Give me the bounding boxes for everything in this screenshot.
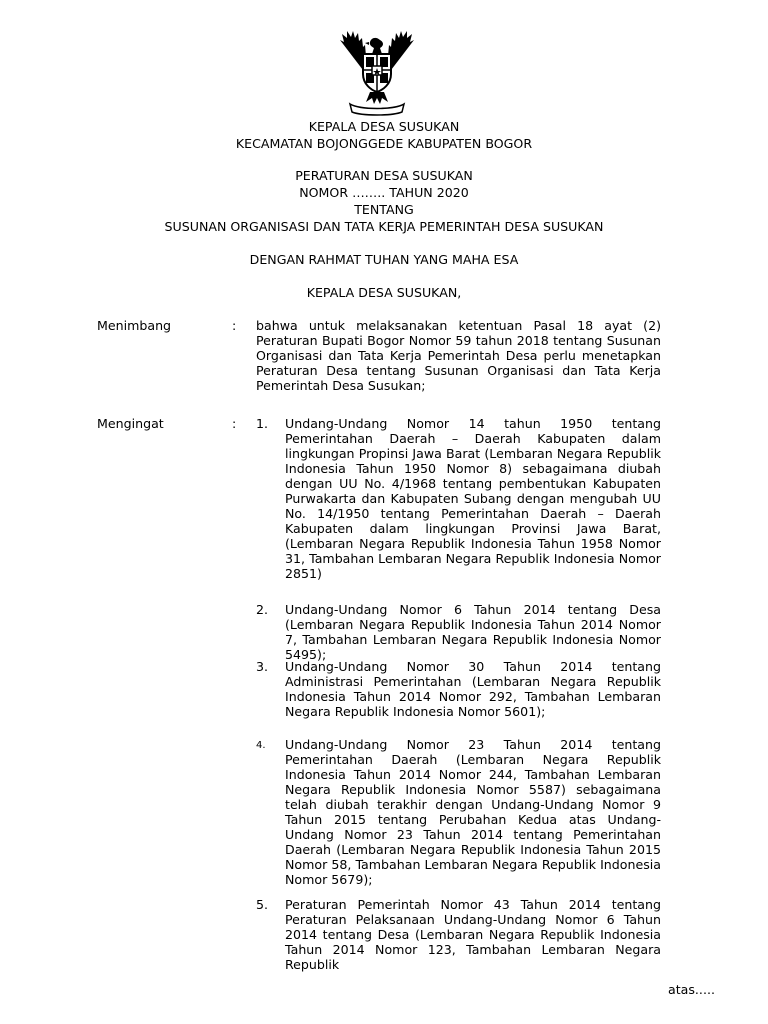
list-item: Undang-Undang Nomor 23 Tahun 2014 tentang Pemerintahan Daerah (Lembaran Negara Republik Indonesia Tahun 2014 Nomor 244, Tambahan Lembaran Negara Republik Indonesia Nomor 5587) sebagaimana telah diubah terakhir dengan Undang-Undang Nomor 9 Tahun 2015 tentang Perubahan Kedua atas Undang-Undang Nomor 23 Tahun 2014 tentang Pemerintahan Daerah (Lembaran Negara Republik Indonesia Tahun 2015 Nomor 58, Tambahan Lembaran Negara Republik Indonesia Nomor 5679);: [285, 737, 661, 887]
mengingat-label: Mengingat: [97, 416, 164, 431]
garuda-emblem-icon: [336, 30, 418, 116]
regulation-title: PERATURAN DESA SUSUKAN: [295, 168, 473, 183]
mengingat-colon: :: [232, 416, 237, 431]
list-item-number: 4.: [256, 740, 266, 751]
list-item-number: 5.: [256, 897, 269, 912]
menimbang-label: Menimbang: [97, 318, 172, 333]
header-title-line1: KEPALA DESA SUSUKAN: [308, 119, 460, 134]
list-item-number: 1.: [256, 416, 269, 431]
regulation-subject: SUSUNAN ORGANISASI DAN TATA KERJA PEMERINTAH DESA SUSUKAN: [164, 219, 604, 234]
regulation-about: TENTANG: [354, 202, 414, 217]
invocation: DENGAN RAHMAT TUHAN YANG MAHA ESA: [249, 252, 519, 267]
menimbang-text: bahwa untuk melaksanakan ketentuan Pasal 18 ayat (2) Peraturan Bupati Bogor Nomor 59 tahun 2018 tentang Susunan Organisasi dan Tata Kerja Pemerintah Desa perlu menetapkan Peraturan Desa tentang Susunan Organisasi dan Tata Kerja Pemerintah Desa Susukan;: [256, 318, 661, 393]
menimbang-colon: :: [232, 318, 237, 333]
list-item: Undang-Undang Nomor 14 tahun 1950 tentang Pemerintahan Daerah – Daerah Kabupaten dalam lingkungan Propinsi Jawa Barat (Lembaran Negara Republik Indonesia Tahun 1950 Nomor 8) sebagaimana diubah dengan UU No. 4/1968 tentang pembentukan Kabupaten Purwakarta dan Kabupaten Subang dengan mengubah UU No. 14/1950 tentang Pemerintahan Daerah – Daerah Kabupaten dalam lingkungan Provinsi Jawa Barat, (Lembaran Negara Republik Indonesia Tahun 1958 Nomor 31, Tambahan Lembaran Negara Republik Indonesia Nomor 2851): [285, 416, 661, 581]
list-item-number: 3.: [256, 659, 269, 674]
list-item: Peraturan Pemerintah Nomor 43 Tahun 2014 tentang Peraturan Pelaksanaan Undang-Undang Nomor 6 Tahun 2014 tentang Desa (Lembaran Negara Republik Indonesia Tahun 2014 Nomor 123, Tambahan Lembaran Negara Republik: [285, 897, 661, 972]
issuer: KEPALA DESA SUSUKAN,: [306, 285, 462, 300]
header-title-line2: KECAMATAN BOJONGGEDE KABUPATEN BOGOR: [235, 136, 533, 151]
list-item: Undang-Undang Nomor 30 Tahun 2014 tentang Administrasi Pemerintahan (Lembaran Negara Republik Indonesia Tahun 2014 Nomor 292, Tambahan Lembaran Negara Republik Indonesia Nomor 5601);: [285, 659, 661, 719]
list-item: Undang-Undang Nomor 6 Tahun 2014 tentang Desa (Lembaran Negara Republik Indonesia Tahun 2014 Nomor 7, Tambahan Lembaran Negara Republik Indonesia Nomor 5495);: [285, 602, 661, 662]
regulation-number: NOMOR …….. TAHUN 2020: [299, 185, 469, 200]
page-continuation: atas.....: [668, 982, 715, 997]
list-item-number: 2.: [256, 602, 269, 617]
